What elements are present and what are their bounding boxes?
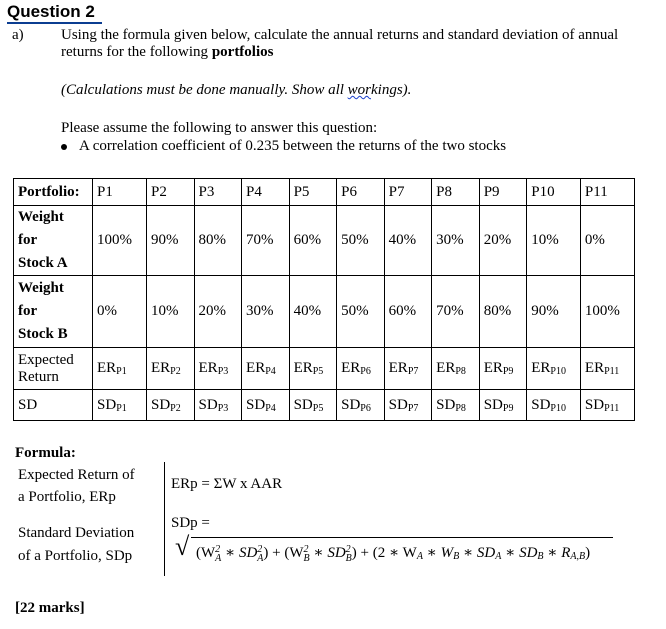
sd-cell (527, 390, 581, 421)
er-cell (527, 348, 581, 390)
weight-b-cell: 30% (242, 276, 290, 348)
weight-a-row (14, 206, 635, 276)
expr-part: ) + (2 ∗ W (351, 545, 417, 561)
er-subscript: P9 (502, 366, 514, 377)
sd-subscript: P9 (502, 402, 514, 414)
weight-b-cell: 60% (384, 276, 432, 348)
sd-formula-expression (196, 543, 590, 563)
sd-prefix: SD (198, 396, 218, 413)
sd-prefix: SD (531, 396, 551, 413)
sd-subscript: P5 (312, 402, 324, 414)
expr-sup: 2 (303, 543, 309, 555)
er-subscript: P11 (604, 366, 620, 377)
expr-part: (W (196, 545, 216, 561)
weight-a-cell: 40% (384, 206, 432, 276)
formula-divider (164, 462, 165, 576)
portfolio-header-cell: P6 (337, 179, 385, 206)
marks-label: [22 marks] (15, 600, 85, 616)
weight-b-cell: 70% (432, 276, 480, 348)
intro-bold: portfolios (211, 44, 274, 60)
expr-sub: A (416, 551, 423, 562)
er-prefix: ER (341, 360, 361, 376)
er-prefix: ER (246, 360, 266, 376)
intro-text: Using the formula given below, calculate the annual returns and standard deviation of annual returns for the following (61, 27, 619, 60)
er-cell (93, 348, 147, 390)
er-prefix: ER (388, 360, 408, 376)
expr-part: ∗ R (543, 545, 571, 561)
weight-a-label (14, 206, 93, 276)
portfolio-header-cell: P8 (432, 179, 480, 206)
sd-cell (384, 390, 432, 421)
expr-part: ∗ SD (459, 545, 496, 561)
sd-subscript: P2 (170, 402, 181, 414)
er-subscript: P5 (312, 366, 324, 377)
weight-a-cell: 50% (337, 206, 385, 276)
weight-b-cell: 90% (527, 276, 581, 348)
expr-sub: B (345, 552, 352, 564)
sd-formula-label (18, 522, 158, 568)
expected-return-label (14, 348, 93, 390)
er-cell (289, 348, 337, 390)
weight-a-cell: 70% (242, 206, 290, 276)
weight-a-cell: 10% (527, 206, 581, 276)
sd-subscript: P8 (455, 402, 466, 414)
er-cell (580, 348, 634, 390)
sd-prefix: SD (388, 396, 408, 413)
er-prefix: ER (531, 360, 551, 376)
er-prefix: ER (584, 360, 605, 376)
expr-sup: 2 (345, 543, 351, 555)
sd-subscript: P4 (265, 402, 276, 414)
sd-formula-label-line: of a Portfolio, SDp (18, 548, 133, 564)
portfolio-header-cell: P1 (93, 179, 147, 206)
weight-a-cell: 60% (289, 206, 337, 276)
expr-sub: A (495, 551, 502, 562)
er-cell (384, 348, 432, 390)
er-prefix: ER (150, 360, 171, 376)
sd-prefix: SD (341, 396, 361, 413)
expr-sup: 2 (257, 543, 263, 555)
er-prefix: ER (293, 360, 313, 376)
spellcheck-squiggle: wor (347, 82, 371, 98)
weight-b-cell: 40% (289, 276, 337, 348)
table-header-row (14, 179, 635, 206)
er-subscript: P10 (550, 366, 566, 377)
weight-b-label-line: Weight (18, 280, 64, 296)
portfolio-header-cell: P2 (146, 179, 194, 206)
formula-title: Formula: (15, 445, 76, 461)
sd-subscript: P10 (550, 402, 566, 414)
sd-prefix: SD (483, 396, 503, 413)
portfolio-header-cell: P7 (384, 179, 432, 206)
sqrt-bar (191, 537, 613, 538)
weight-a-cell: 80% (194, 206, 242, 276)
title-underline (7, 22, 102, 24)
portfolio-header-cell: P5 (289, 179, 337, 206)
er-label-line: Return (18, 368, 59, 385)
expr-sub: A,B (570, 551, 586, 562)
weight-a-label-line: for (18, 232, 38, 248)
weight-b-cell: 0% (93, 276, 147, 348)
expr-part: ∗ SD (221, 545, 258, 561)
er-cell (337, 348, 385, 390)
sd-cell (242, 390, 290, 421)
expected-return-row (14, 348, 635, 390)
weight-a-cell: 90% (146, 206, 194, 276)
sd-cell (146, 390, 194, 421)
portfolio-header-cell: P11 (580, 179, 634, 206)
er-prefix: ER (97, 360, 117, 376)
sd-subscript: P7 (407, 402, 419, 414)
weight-b-cell: 50% (337, 276, 385, 348)
expr-sub: B (453, 551, 460, 562)
weight-a-cell: 0% (580, 206, 634, 276)
sd-subscript: P1 (116, 402, 127, 414)
sd-subscript: P6 (360, 402, 371, 414)
assumption-text: Please assume the following to answer this question: (61, 120, 378, 136)
er-prefix: ER (483, 360, 503, 376)
sd-cell (194, 390, 242, 421)
sd-cell (432, 390, 480, 421)
weight-b-row (14, 276, 635, 348)
er-formula: ERp = ΣW x AAR (171, 476, 283, 492)
weight-b-cell: 20% (194, 276, 242, 348)
er-subscript: P8 (455, 366, 466, 377)
er-subscript: P3 (217, 366, 229, 377)
expr-part: ∗ W (422, 545, 454, 561)
weight-b-label-line: Stock B (18, 326, 68, 342)
er-cell (432, 348, 480, 390)
weight-b-label (14, 276, 93, 348)
portfolio-table (13, 178, 635, 421)
weight-b-label-line: for (18, 303, 38, 319)
part-label: a) (12, 27, 24, 43)
er-cell (146, 348, 194, 390)
portfolio-header-cell: P10 (527, 179, 581, 206)
sd-prefix: SD (584, 396, 605, 413)
sd-formula-label-line: Standard Deviation (18, 525, 135, 541)
er-cell (242, 348, 290, 390)
sd-label: SD (14, 390, 93, 421)
sd-cell (93, 390, 147, 421)
sd-subscript: P3 (217, 402, 229, 414)
weight-a-cell: 100% (93, 206, 147, 276)
note-text-pre: (Calculations must be done manually. Show all (61, 82, 348, 98)
expr-sub: B (303, 552, 310, 564)
er-cell (479, 348, 527, 390)
expr-part: ) (585, 545, 591, 561)
weight-a-cell: 20% (479, 206, 527, 276)
table-header-label: Portfolio: (14, 179, 93, 206)
weight-b-cell: 80% (479, 276, 527, 348)
weight-a-label-line: Stock A (18, 255, 68, 271)
bullet-text: A correlation coefficient of 0.235 between the returns of the two stocks (79, 138, 507, 154)
expr-sup: 2 (215, 543, 221, 555)
er-formula-label-line: a Portfolio, ERp (18, 489, 116, 505)
sd-cell (289, 390, 337, 421)
sd-subscript: P11 (604, 402, 620, 414)
note-text-post: kings). (371, 82, 412, 98)
er-formula-label (18, 464, 158, 508)
calculation-note (61, 82, 411, 99)
sd-cell (479, 390, 527, 421)
expr-part: ∗ SD (501, 545, 538, 561)
sd-prefix: SD (436, 396, 456, 413)
sd-cell (580, 390, 634, 421)
sd-prefix: SD (150, 396, 171, 413)
expr-sub: A (257, 552, 264, 564)
er-subscript: P2 (170, 366, 181, 377)
expr-part: ∗ SD (309, 545, 346, 561)
er-subscript: P1 (116, 366, 127, 377)
sd-prefix: SD (246, 396, 266, 413)
weight-b-cell: 100% (580, 276, 634, 348)
weight-b-cell: 10% (146, 276, 194, 348)
er-prefix: ER (198, 360, 218, 376)
er-formula-label-line: Expected Return of (18, 467, 135, 483)
er-subscript: P4 (265, 366, 276, 377)
expr-sub: B (537, 551, 544, 562)
sd-cell (337, 390, 385, 421)
sd-prefix: SD (97, 396, 117, 413)
bullet-item (61, 138, 506, 155)
bullet-icon (61, 144, 67, 150)
sqrt-icon: √ (175, 532, 190, 561)
expr-part: ) + (W (263, 545, 304, 561)
portfolio-header-cell: P3 (194, 179, 242, 206)
sd-prefix: SD (293, 396, 313, 413)
er-label-line: Expected (18, 351, 74, 368)
sd-formula-eq: SDp = (171, 515, 210, 531)
portfolio-header-cell: P9 (479, 179, 527, 206)
er-subscript: P6 (360, 366, 371, 377)
er-prefix: ER (436, 360, 456, 376)
expr-sub: A (215, 552, 222, 564)
weight-a-label-line: Weight (18, 209, 64, 225)
weight-a-cell: 30% (432, 206, 480, 276)
er-cell (194, 348, 242, 390)
question-title: Question 2 (7, 2, 95, 21)
intro-paragraph (61, 27, 641, 61)
portfolio-header-cell: P4 (242, 179, 290, 206)
er-subscript: P7 (407, 366, 419, 377)
sd-row (14, 390, 635, 421)
